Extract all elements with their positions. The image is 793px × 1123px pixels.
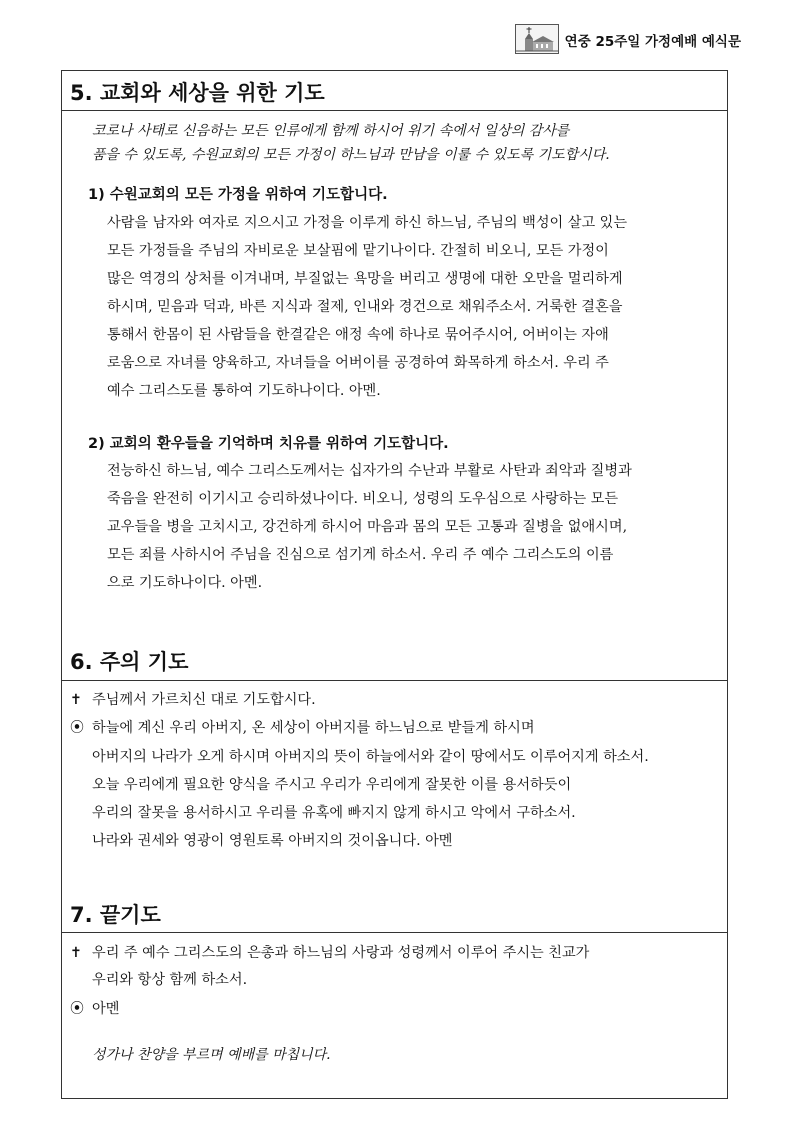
section-7-title: 7. 끝기도: [70, 903, 161, 927]
church-icon: [515, 24, 559, 54]
leader-line: [70, 688, 316, 712]
leader-line: [70, 941, 589, 965]
page-header: [515, 22, 741, 54]
response-line: [70, 716, 535, 740]
section-5-intro-line-1: 코로나 사태로 신음하는 모든 인류에게 함께 하시어 위기 속에서 일상의 감사를: [92, 123, 570, 139]
body-line: 많은 역경의 상처를 이겨내며, 부질없는 욕망을 버리고 생명에 대한 오만을 멀리하게: [107, 271, 623, 287]
body-line: 교우들을 병을 고치시고, 강건하게 하시어 마음과 몸의 모든 고통과 질병을 없애시며,: [107, 519, 628, 535]
body-line: 하시며, 믿음과 덕과, 바른 지식과 절제, 인내와 경건으로 채워주소서. 거룩한 결혼을: [107, 299, 623, 315]
body-line: 전능하신 하느님, 예수 그리스도께서는 십자가의 수난과 부활로 사탄과 죄악과 질병과: [107, 463, 632, 479]
response-line-continued: 아버지의 나라가 오게 하시며 아버지의 뜻이 하늘에서와 같이 땅에서도 이루어지게 하소서.: [92, 749, 649, 765]
response-bullet-icon: ⦿: [70, 1001, 84, 1017]
prayer-item-2-body: [107, 457, 725, 597]
response-line-continued: 오늘 우리에게 필요한 양식을 주시고 우리가 우리에게 잘못한 이를 용서하듯이: [92, 777, 572, 793]
section-divider: [61, 110, 728, 111]
closing-instruction: 성가나 찬양을 부르며 예배를 마칩니다.: [92, 1047, 331, 1063]
body-line: 통해서 한몸이 된 사람들을 한결같은 애정 속에 하나로 묶어주시어, 어버이는 자애: [107, 327, 609, 343]
body-line: 모든 죄를 사하시어 주님을 진심으로 섬기게 하소서. 우리 주 예수 그리스도의 이름: [107, 547, 614, 563]
body-line: 로움으로 자녀를 양육하고, 자녀들을 어버이를 공경하여 화목하게 하소서. 우리 주: [107, 355, 609, 371]
leader-text: 우리 주 예수 그리스도의 은총과 하느님의 사랑과 성령께서 이루어 주시는 친교가: [92, 945, 590, 961]
leader-text: 주님께서 가르치신 대로 기도합시다.: [92, 692, 316, 708]
response-line-continued: 우리의 잘못을 용서하시고 우리를 유혹에 빠지지 않게 하시고 악에서 구하소서.: [92, 805, 576, 821]
prayer-item-2-title: 2) 교회의 환우들을 기억하며 치유를 위하여 기도합니다.: [88, 436, 449, 452]
section-divider: [61, 680, 728, 681]
prayer-item-1-title: 1) 수원교회의 모든 가정을 위하여 기도합니다.: [88, 187, 388, 203]
section-divider: [61, 932, 728, 933]
section-5-title: 5. 교회와 세상을 위한 기도: [70, 81, 325, 105]
response-text: 하늘에 계신 우리 아버지, 온 세상이 아버지를 하느님으로 받들게 하시며: [92, 720, 535, 736]
body-line: 예수 그리스도를 통하여 기도하나이다. 아멘.: [107, 383, 381, 399]
response-text: 아멘: [92, 1001, 120, 1017]
prayer-item-1-body: [107, 209, 725, 405]
response-bullet-icon: ⦿: [70, 720, 84, 736]
header-title: 연중 25주일 가정예배 예식문: [564, 34, 741, 50]
section-6-title: 6. 주의 기도: [70, 650, 189, 674]
leader-line-continued: 우리와 항상 함께 하소서.: [92, 972, 248, 988]
response-line: [70, 997, 119, 1021]
body-line: 모든 가정들을 주님의 자비로운 보살핌에 맡기나이다. 간절히 비오니, 모든 가정이: [107, 243, 609, 259]
cross-icon: ✝: [70, 692, 82, 708]
response-line-continued: 나라와 권세와 영광이 영원토록 아버지의 것이옵니다. 아멘: [92, 833, 453, 849]
body-line: 으로 기도하나이다. 아멘.: [107, 575, 263, 591]
section-5-intro-line-2: 품을 수 있도록, 수원교회의 모든 가정이 하느님과 만남을 이룰 수 있도록 기도합시다.: [92, 147, 610, 163]
body-line: 죽음을 완전히 이기시고 승리하셨나이다. 비오니, 성령의 도우심으로 사랑하는 모든: [107, 491, 619, 507]
cross-icon: ✝: [70, 945, 82, 961]
body-line: 사람을 남자와 여자로 지으시고 가정을 이루게 하신 하느님, 주님의 백성이 살고 있는: [107, 215, 628, 231]
